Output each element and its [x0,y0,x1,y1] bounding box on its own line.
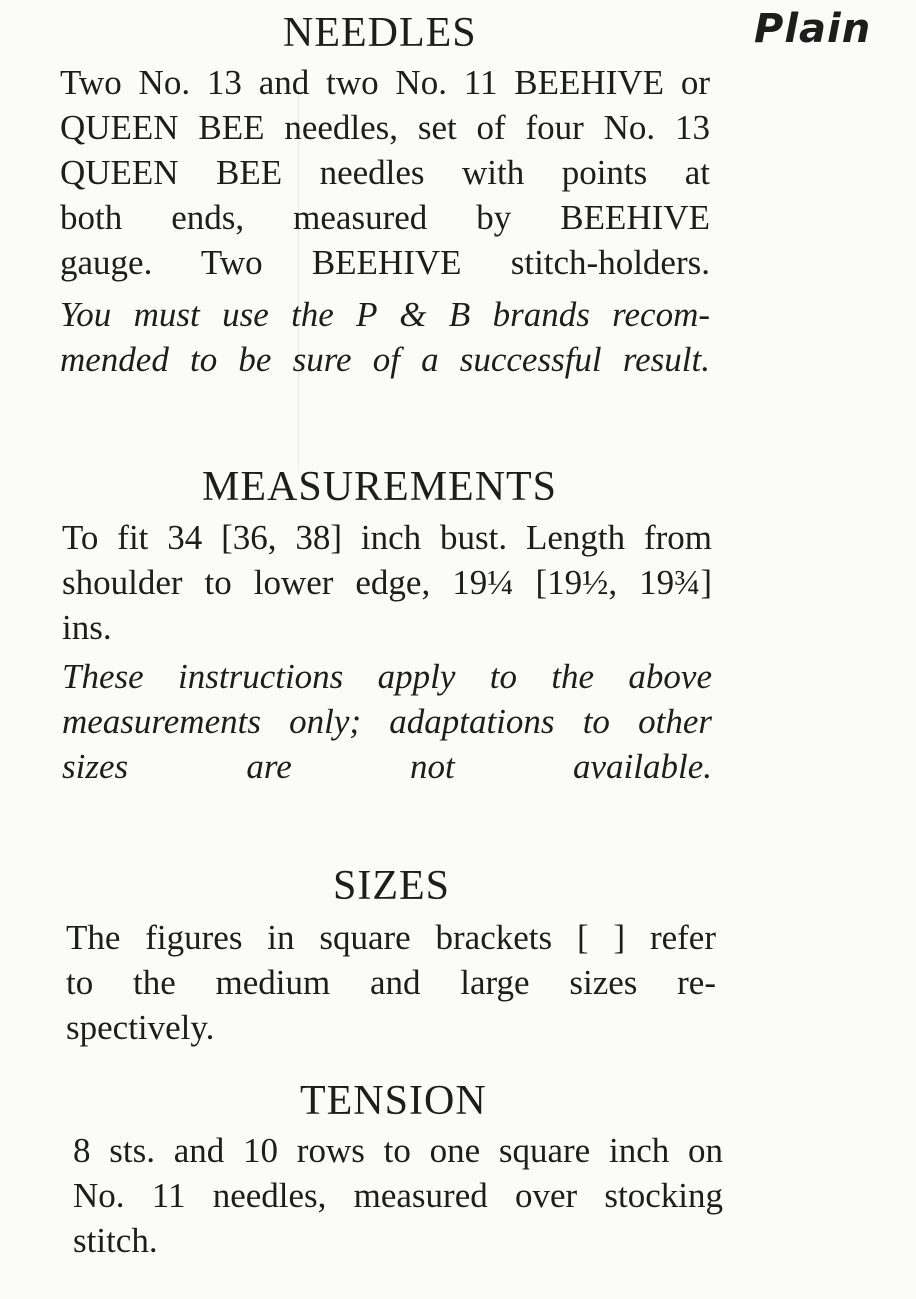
measurements-note [62,654,712,789]
plain-label: Plain [754,6,872,52]
needles-line: gauge. Two BEEHIVE stitch-holders. [60,243,710,282]
needles-line: QUEEN BEE needles, set of four No. 13 [60,108,710,147]
sizes-line: spectively. [66,1008,215,1047]
measurements-note-line: sizes are not available. [62,747,712,786]
measurements-text [62,515,712,650]
measurements-note-line: These instructions apply to the above [62,657,712,696]
needles-line: Two No. 13 and two No. 11 BEEHIVE or [60,63,710,102]
needles-note [60,292,710,382]
tension-text [73,1128,723,1263]
measurements-line: To fit 34 [36, 38] inch bust. Length from [62,518,712,557]
needles-text [60,60,710,285]
measurements-note-line: measurements only; adaptations to other [62,702,712,741]
sizes-line: The figures in square brackets [ ] refer [66,918,716,957]
sizes-line: to the medium and large sizes re- [66,963,716,1002]
needles-heading: NEEDLES [283,10,477,56]
needles-note-line: You must use the P & B brands recom- [60,295,710,334]
needles-note-line: mended to be sure of a successful result. [60,340,710,379]
needles-line: QUEEN BEE needles with points at [60,153,710,192]
tension-line: 8 sts. and 10 rows to one square inch on [73,1131,723,1170]
tension-line: stitch. [73,1221,158,1260]
sizes-heading: SIZES [333,863,451,909]
tension-line: No. 11 needles, measured over stocking [73,1176,723,1215]
needles-line: both ends, measured by BEEHIVE [60,198,710,237]
measurements-line: shoulder to lower edge, 19¼ [19½, 19¾] [62,563,712,602]
measurements-line: ins. [62,608,112,647]
sizes-text [66,915,716,1050]
tension-heading: TENSION [300,1078,487,1124]
measurements-heading: MEASUREMENTS [202,464,558,510]
